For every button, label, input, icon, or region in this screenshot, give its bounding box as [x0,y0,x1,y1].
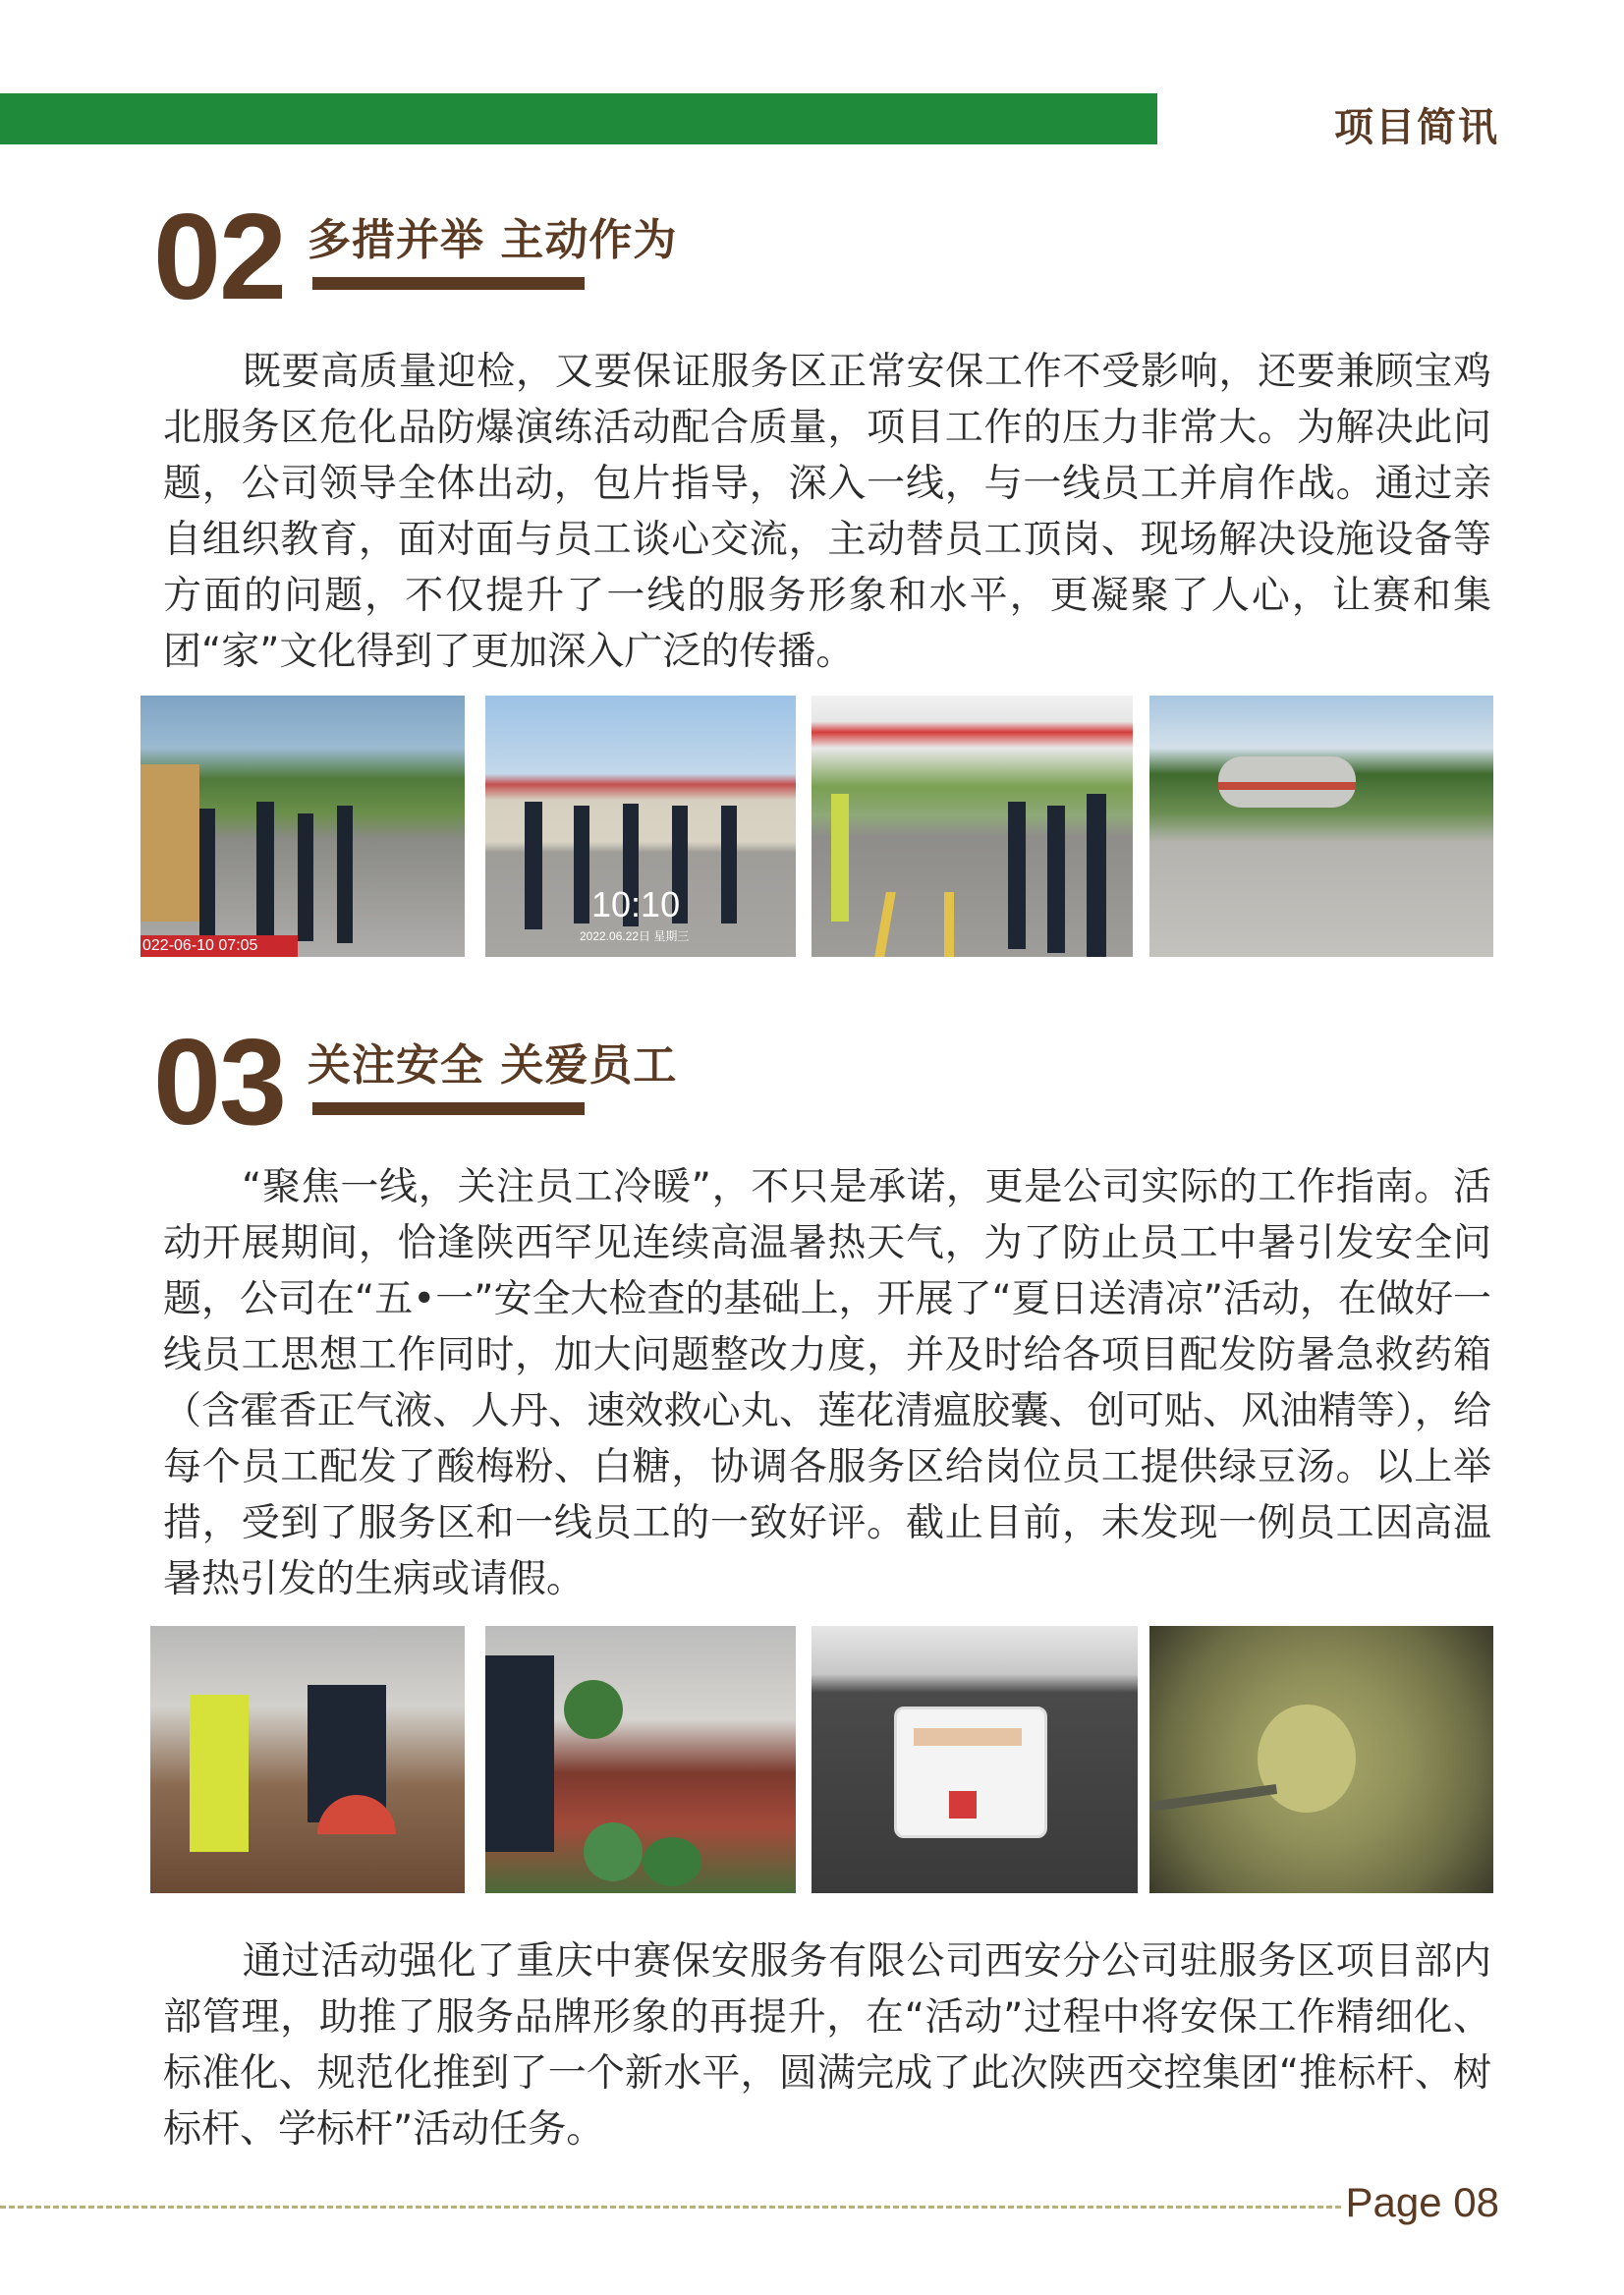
section-02-title: 多措并举 主动作为 [308,215,678,265]
photo-time-overlay: 10:10 [591,884,681,924]
photo-gas-station-drill [812,696,1133,957]
photo-safety-drill-1 [140,696,465,957]
section-03-title: 关注安全 关爱员工 [308,1040,678,1091]
photo-watermelon-delivery [485,1626,796,1893]
header-green-bar [0,93,1157,144]
section-02-underline [312,277,585,290]
photo-timestamp: 022-06-10 07:05 [142,937,258,954]
section-03-paragraph: “聚焦一线，关注员工冷暖”，不只是承诺，更是公司实际的工作指南。活动开展期间，恰逢陕西罕见连续高温暑热天气，为了防止员工中暑引发安全问题，公司在“五•一”安全大检查的基础上，开展了“夏日送清凉”活动，在做好一线员工思想工作同时，加大问题整改力度，并及时给各项目配发防暑急救药箱（含霍香正气液、人丹、速效救心丸、莲花清瘟胶囊、创可贴、风油精等），给每个员工配发了酸梅粉、白糖，协调各服务区给岗位员工提供绿豆汤。以上举措，受到了服务区和一线员工的一致好评。截止目前，未发现一例员工因高温暑热引发的生病或请假。 [163,1165,1491,1601]
photo-date-overlay: 2022.06.22日 星期三 [580,929,690,943]
photo-safety-drill-2 [485,696,796,957]
footer-dashed-line [0,2206,1341,2209]
section-02-number: 02 [153,190,285,325]
photo-tanker-truck [1149,696,1493,957]
page-number: Page 08 [1345,2179,1499,2225]
section-02-paragraph: 既要高质量迎检，又要保证服务区正常安保工作不受影响，还要兼顾宝鸡北服务区危化品防爆演练活动配合质量，项目工作的压力非常大。为解决此问题，公司领导全体出动，包片指导，深入一线，与一线员工并肩作战。通过亲自组织教育，面对面与员工谈心交流，主动替员工顶岗、现场解决设施设备等方面的问题，不仅提升了一线的服务形象和水平，更凝聚了人心，让赛和集团“家”文化得到了更加深入广泛的传播。 [163,350,1491,674]
photo-first-aid-kit [812,1626,1138,1893]
section-03-number: 03 [153,1015,285,1150]
section-03-underline [312,1102,585,1115]
photo-mung-bean-soup [1149,1626,1493,1893]
closing-paragraph: 通过活动强化了重庆中赛保安服务有限公司西安分公司驻服务区项目部内部管理，助推了服务品牌形象的再提升，在“活动”过程中将安保工作精细化、标准化、规范化推到了一个新水平，圆满完成了此次陕西交控集团“推标杆、树标杆、学标杆”活动任务。 [163,1939,1491,2152]
header-label: 项目简讯 [1334,105,1499,150]
photo-watermelon-serving [150,1626,465,1893]
